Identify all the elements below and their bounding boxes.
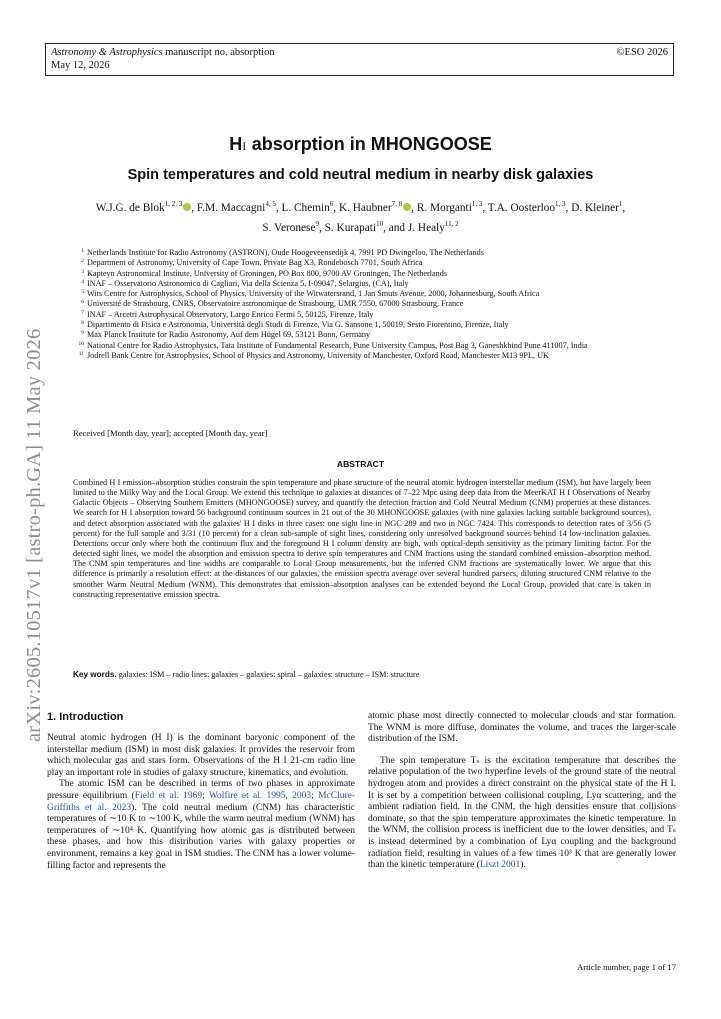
author	[407, 219, 459, 234]
affiliation-number: 5	[81, 289, 84, 296]
affiliation-item	[73, 258, 651, 268]
affiliation-text: Kapteyn Astronomical Institute, University of Groningen, PO Box 800, 9700 AV Groningen, The Netherlands	[87, 268, 447, 278]
title-roman-numeral: I	[242, 139, 247, 153]
author-name: L. Chemin	[281, 201, 330, 214]
author-name: K. Haubner	[338, 201, 392, 214]
author	[324, 219, 408, 234]
title-rest: absorption in MHONGOOSE	[246, 134, 492, 154]
affiliation-number: 7	[81, 309, 84, 316]
author	[488, 202, 571, 214]
affiliation-item	[73, 310, 651, 320]
para-text: ).	[520, 860, 526, 871]
citation-sep: ;	[311, 790, 319, 801]
keywords-text: galaxies: ISM – radio lines: galaxies – galaxies: spiral – galaxies: structure – ISM: structure	[118, 670, 420, 679]
affiliation-number: 11	[78, 350, 84, 357]
affiliation-number: 2	[81, 258, 84, 265]
affiliation-item	[73, 269, 651, 279]
author-affil-sup: 11, 2	[444, 219, 459, 228]
author-sep: ,	[482, 201, 488, 214]
affiliation-text: Department of Astronomy, University of Cape Town, Private Bag X3, Rondebosch 7701, South Africa	[87, 258, 423, 268]
author-list	[40, 196, 681, 236]
author-affil-sup: 1, 3	[555, 200, 566, 208]
author-sep: ,	[318, 221, 325, 234]
header-box	[45, 43, 674, 76]
keywords-line	[73, 670, 651, 679]
author-sep: ,	[275, 201, 282, 214]
header-manuscript	[51, 46, 668, 59]
arxiv-stamp[interactable]: arXiv:2605.10517v1 [astro-ph.GA] 11 May 2026	[23, 328, 45, 742]
title-h: H	[229, 134, 243, 154]
author-affil-sup: 4, 5	[265, 200, 276, 208]
affiliation-number: 4	[81, 278, 84, 285]
citation-link[interactable]: 2003	[292, 790, 312, 801]
author-name: J. Healy	[407, 221, 445, 234]
header-copyright: ©ESO 2026	[616, 47, 668, 58]
affiliation-number: 9	[81, 330, 84, 337]
paper-title	[0, 134, 721, 155]
para-text: ). The cold neutral medium (CNM) has characteristic temperatures of ∼10 K to ∼100 K, while the warm neutral medium (WNM) has temperatures of ∼10⁴ K. Quantifying how atomic gas is distributed between these phases, and how this distribution varies with galaxy properties or environment, remains a key goal in ISM studies. The CNM has a lower volume-filling factor and represents the	[47, 802, 355, 871]
affiliation-item	[73, 351, 651, 361]
left-column	[47, 733, 355, 872]
abstract-heading: ABSTRACT	[336, 459, 385, 469]
citation-link[interactable]: Field et al. 1969	[134, 790, 203, 801]
page-footer: Article number, page 1 of 17	[577, 962, 676, 972]
affiliation-item	[73, 248, 651, 258]
affiliation-text: Université de Strasbourg, CNRS, Observatoire astronomique de Strasbourg, UMR 7550, 67000 Strasbourg, France	[87, 299, 464, 309]
citation-link[interactable]: Wolfire et al. 1995	[208, 790, 286, 801]
affiliation-text: INAF – Arcetri Astrophysical Observatory, Largo Enrico Fermi 5, 50125, Firenze, Italy	[87, 309, 374, 319]
affiliation-text: Max Planck Institute for Radio Astronomy, Auf dem Hügel 69, 53121 Bonn, Germany	[87, 330, 371, 340]
author-affil-sup: 1, 2, 3	[164, 200, 183, 208]
author	[281, 202, 338, 214]
author	[197, 202, 282, 214]
citation-sep: ,	[285, 790, 293, 801]
affiliation-item	[73, 341, 651, 351]
affiliation-item	[73, 279, 651, 289]
affiliation-text: Jodrell Bank Centre for Astrophysics, School of Physics and Astronomy, University of Manchester, Oxford Road, Manchester M13 9PL, UK	[87, 350, 549, 360]
para-text: The atomic ISM can be described in terms of two phases in approximate pressure equilibrium (	[47, 779, 355, 801]
paper-subtitle: Spin temperatures and cold neutral medium in nearby disk galaxies	[127, 167, 594, 183]
affiliation-text: Netherlands Institute for Radio Astronomy (ASTRON), Oude Hoogeveensedijk 4, 7991 PD Dwingeloo, The Netherlands	[87, 248, 484, 257]
journal-name: Astronomy & Astrophysics	[51, 47, 163, 58]
orcid-icon[interactable]	[403, 203, 411, 211]
affiliation-number: 8	[81, 320, 84, 327]
author-sep: ,	[565, 201, 572, 214]
affiliation-text: INAF – Osservatorio Astronomico di Cagliari, Via della Scienza 5, I-09047, Selargius, (CA), Italy	[87, 278, 409, 288]
author-sep: ,	[333, 201, 339, 214]
author-affil-sup: 10	[376, 219, 384, 228]
author-affil-sup: 6	[329, 200, 334, 208]
citation-link[interactable]: Liszt 2001	[479, 860, 521, 871]
citation-link[interactable]: McClure-Griffiths et al. 2023	[47, 790, 355, 813]
right-column	[368, 711, 676, 872]
author-name: F.M. Maccagni	[196, 201, 266, 214]
para-text: The spin temperature Tₛ is the excitation temperature that describes the relative population of the two hyperfine levels of the ground state of the neutral hydrogen atom and provides a direct constraint on the physical state of the H I. It is set by a competition between collisional coupling, Lyα scattering, and the ambient radiation field. In the CNM, the high densities ensure that collisions dominate, so that the spin temperature approximates the kinetic temperature. In the WNM, the collision process is inefficient due to the lower densities, and Tₛ is instead determined by a combination of Lyα coupling and the background radiation field, resulting in values of a few times 10³ K that are generally lower than the kinetic temperature (	[368, 755, 676, 871]
author-name: S. Veronese	[262, 221, 316, 234]
received-line: Received [Month day, year]; accepted [Month day, year]	[73, 428, 268, 438]
keywords-label: Key words.	[73, 670, 117, 679]
intro-paragraph-3: atomic phase most directly connected to molecular clouds and star formation. The WNM is more diffuse, dominates the volume, and traces the larger-scale distribution of the ISM.	[368, 711, 676, 745]
affiliation-text: Dipartimento di Fisica e Astronomia, Università degli Studi di Firenze, Via G. Sansone 1, 50019, Sesto Fiorentino, Firenze, Italy	[87, 320, 509, 330]
affiliation-list	[73, 248, 651, 361]
author	[96, 202, 197, 214]
author-name: S. Kurapati	[324, 221, 377, 234]
affiliation-item	[73, 320, 651, 330]
affiliation-number: 3	[81, 268, 84, 275]
author-affil-sup: 1, 3	[471, 200, 483, 208]
author-sep: ,	[411, 201, 417, 214]
affiliation-text: National Centre for Radio Astrophysics, Tata Institute of Fundamental Research, Pune University Campus, Post Bag 3, Ganeshkhind Pune 411007, India	[87, 340, 588, 350]
affiliation-number: 6	[81, 299, 84, 306]
author	[339, 202, 417, 214]
author-name: R. Morganti	[416, 201, 472, 214]
manuscript-label: manuscript no. absorption	[165, 47, 275, 58]
author	[262, 219, 325, 234]
intro-paragraph-2	[47, 779, 355, 872]
author-sep: ,	[191, 201, 197, 214]
author-sep: ,	[622, 201, 626, 214]
header-date: May 12, 2026	[51, 60, 110, 71]
citation-sep: ;	[202, 790, 209, 801]
author-name: D. Kleiner	[571, 201, 619, 214]
author-affil-sup: 1	[618, 200, 623, 208]
author-name: W.J.G. de Blok	[95, 201, 165, 214]
affiliation-item	[73, 289, 651, 299]
affiliation-number: 1	[81, 248, 84, 254]
affiliation-item	[73, 330, 651, 340]
author-name: T.A. Oosterloo	[487, 201, 556, 214]
affiliation-text: Wits Centre for Astrophysics, School of Physics, University of the Witwatersrand, 1 Jan Smuts Avenue, 2000, Johannesburg, South Africa	[87, 289, 540, 299]
section-heading: 1. Introduction	[47, 711, 124, 723]
intro-paragraph-1: Neutral atomic hydrogen (H I) is the dominant baryonic component of the interstellar medium (ISM) in most disk galaxies. It provides the reservoir from which molecular gas and stars form. Observations of the H I 21-cm radio line play an important role in studies of galaxy structure, kinematics, and evolution.	[47, 733, 355, 778]
abstract-text: Combined H I emission–absorption studies constrain the spin temperature and phase structure of the neutral atomic hydrogen interstellar medium (ISM), but have largely been limited to the Milky Way and the Local Group. We extend this technique to galaxies at distances of 7–22 Mpc using deep data from the MeerKAT H I Observations of Nearby Galactic Objects – Observing Southern Emitters (MHONGOOSE) survey, and quantify the detection fraction and Cold Neutral Medium (CNM) properties at these distances. We search for H I absorption toward 56 background continuum sources in 21 out of the 30 MHONGOOSE galaxies (with nine galaxies lacking suitable background sources), and detect absorption associated with the galaxies' H I disks in three cases: one sight line in NGC 289 and two in NGC 7424. This corresponds to detection rates of 3/56 (5 percent) for the full sample and 3/31 (10 percent) for a clean sub-sample of sight lines, considering only unresolved background sources behind 14 low-inclination galaxies. Detections occur only where both the continuum flux and the foreground H I column density are high, with optical-depth sensitivity as the primary limiting factor. For the detected sight lines, we model the absorption and emission spectra to derive spin temperatures and CNM fractions using the standard combined emission–absorption method. The CNM spin temperatures and line widths are comparable to Local Group measurements, but the inferred CNM fractions are systematically lower. We argue that this difference is primarily a resolution effect: at the distances of our galaxies, the emission spectra average over several hundred parsecs, diluting structured CNM relative to the smoother Warm Neutral Medium (WNM). This demonstrates that emission–absorption analyses can be extended beyond the Local Group, provided that care is taken in constructing representative emission spectra.	[73, 478, 651, 599]
author-affil-sup: 9	[315, 219, 319, 228]
author-sep: , and	[383, 221, 408, 234]
affiliation-number: 10	[78, 340, 84, 347]
affiliation-item	[73, 299, 651, 309]
author	[417, 202, 488, 214]
intro-paragraph-4	[368, 756, 676, 872]
author	[571, 202, 625, 214]
author-affil-sup: 7, 8	[391, 200, 403, 208]
